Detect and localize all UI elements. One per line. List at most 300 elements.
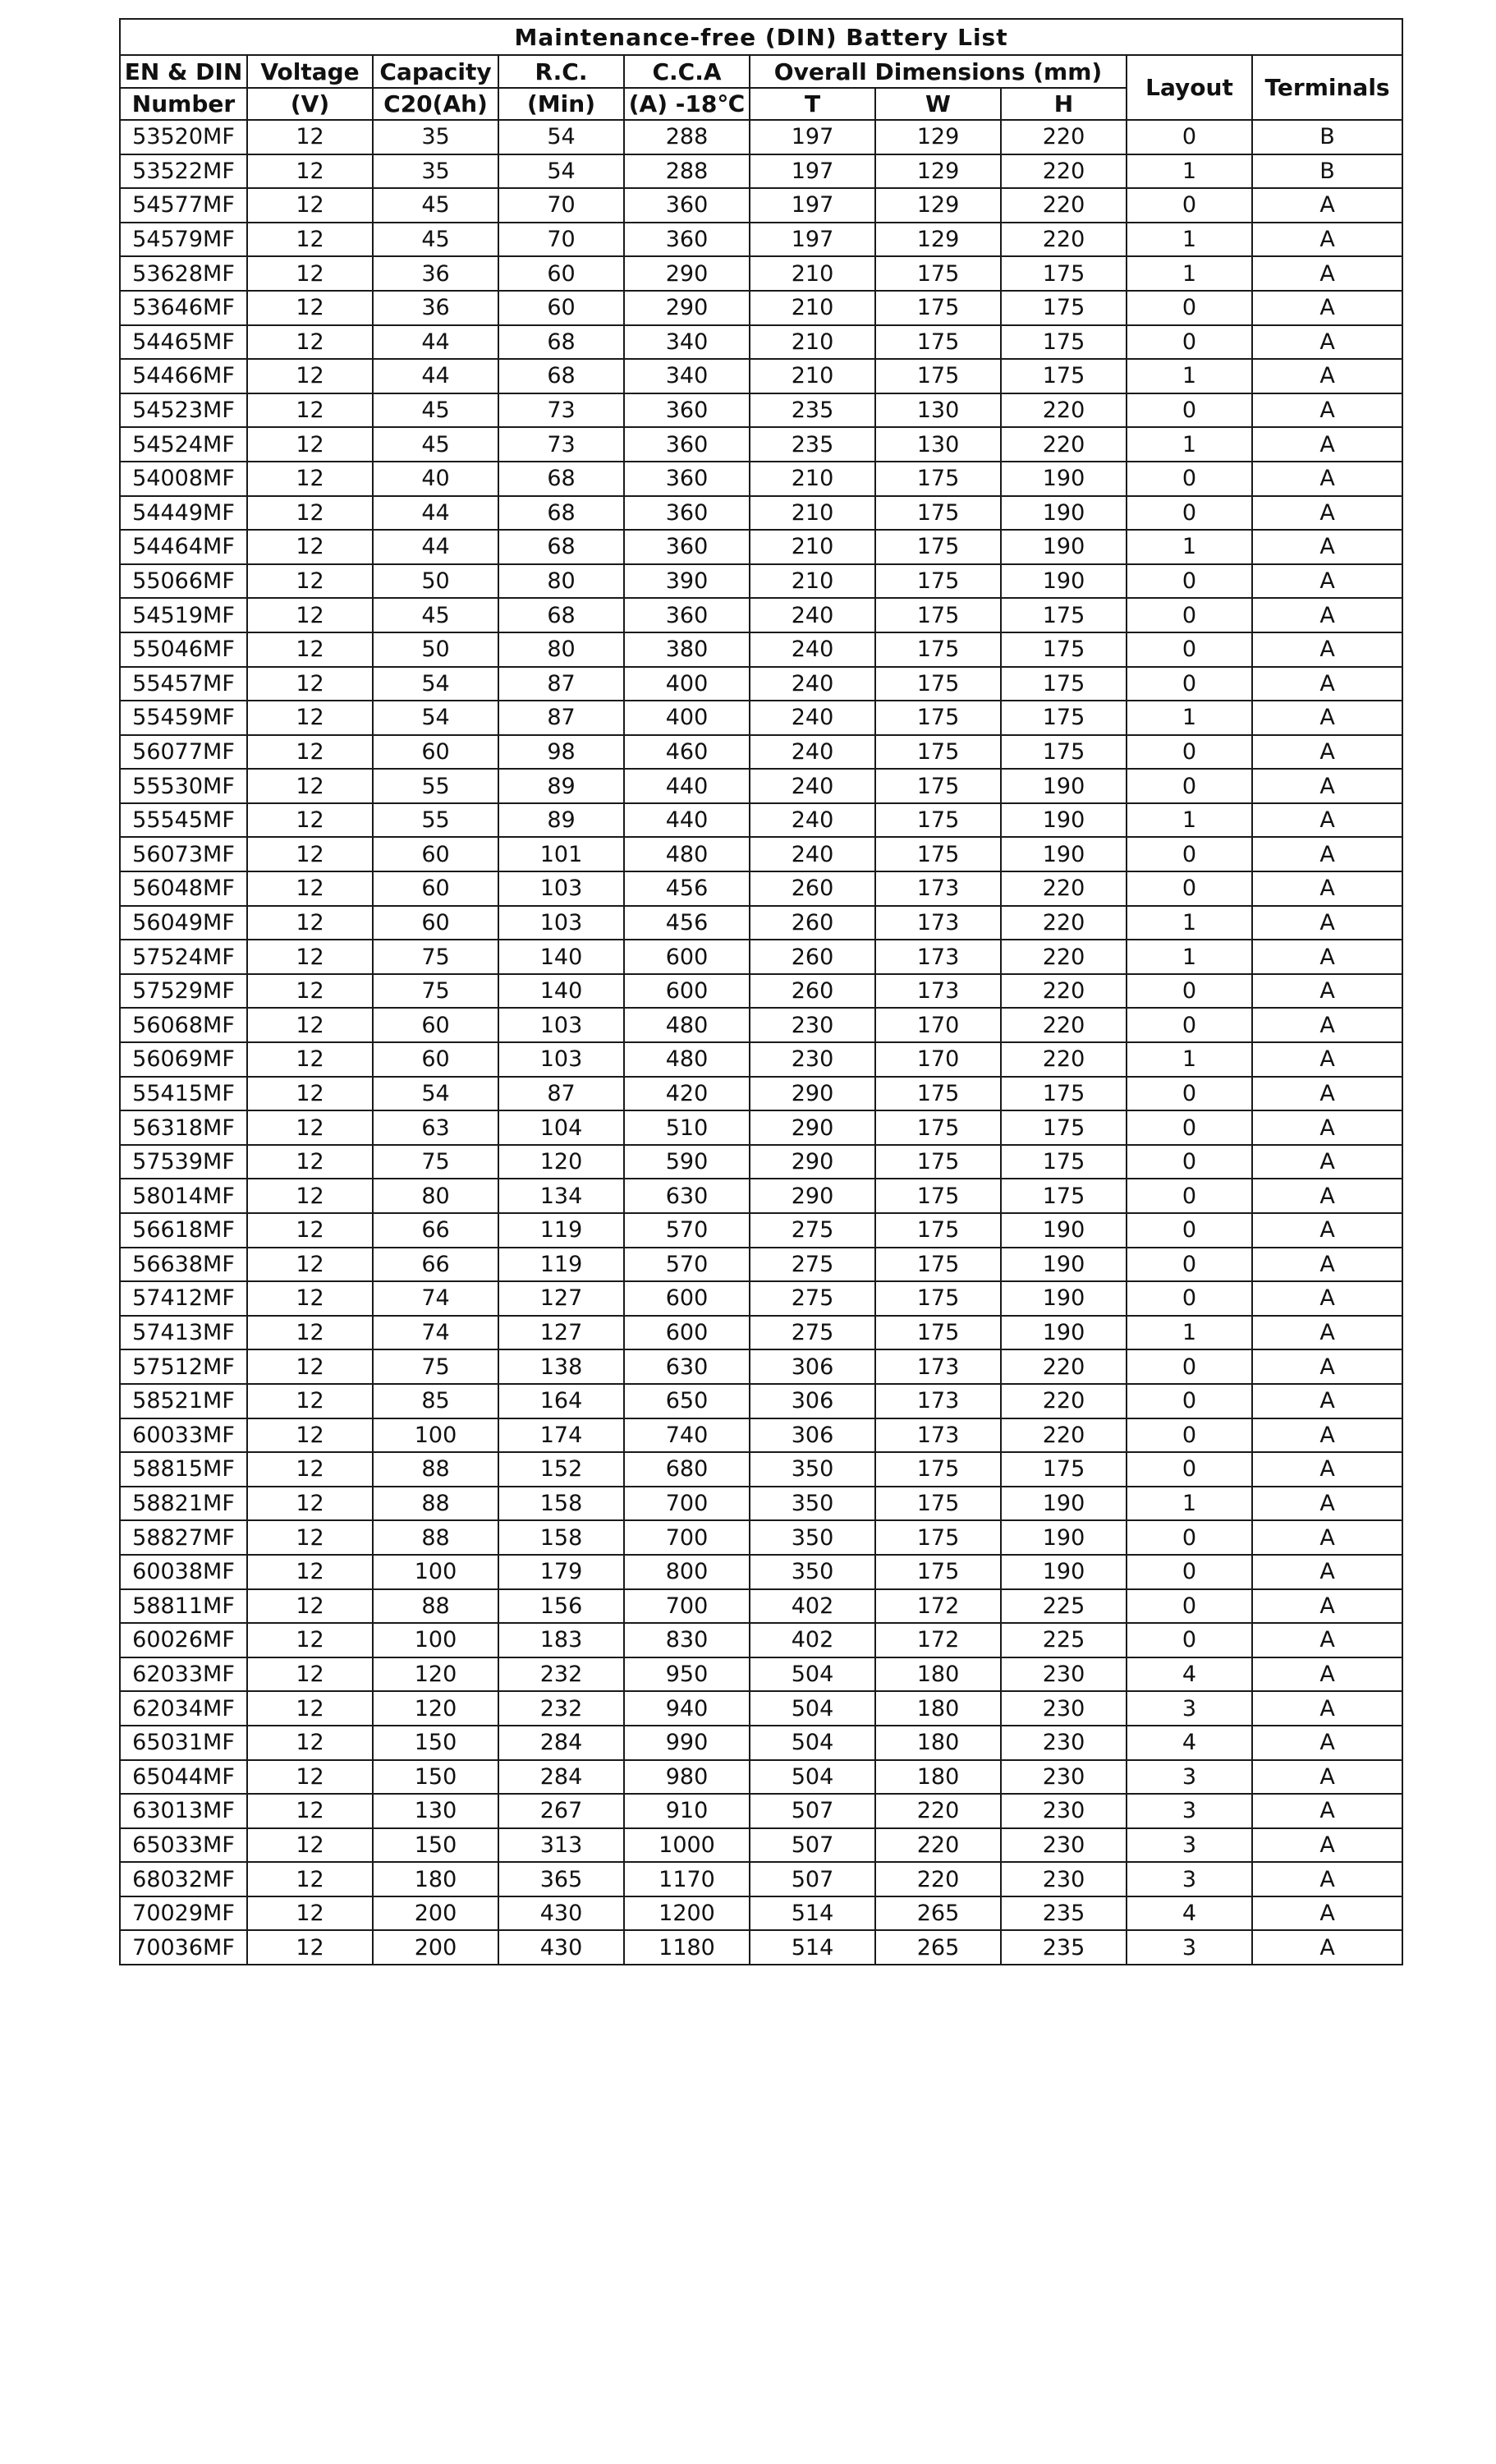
table-row bbox=[120, 974, 1402, 1009]
cell-cca: 360 bbox=[624, 223, 750, 257]
cell-cca: 510 bbox=[624, 1110, 750, 1145]
table-row bbox=[120, 496, 1402, 531]
header-rc: R.C. bbox=[498, 55, 624, 88]
cell-terminals: A bbox=[1252, 1145, 1402, 1179]
cell-rc: 267 bbox=[498, 1794, 624, 1828]
cell-terminals: A bbox=[1252, 1042, 1402, 1077]
cell-capacity: 80 bbox=[373, 1179, 498, 1213]
cell-voltage: 12 bbox=[247, 1418, 373, 1453]
cell-cca: 456 bbox=[624, 906, 750, 940]
cell-cca: 570 bbox=[624, 1248, 750, 1282]
table-row bbox=[120, 769, 1402, 803]
cell-terminals: A bbox=[1252, 1520, 1402, 1555]
cell-voltage: 12 bbox=[247, 1213, 373, 1248]
cell-dim-w: 173 bbox=[875, 906, 1001, 940]
table-row bbox=[120, 1589, 1402, 1624]
cell-layout: 0 bbox=[1127, 735, 1252, 770]
cell-voltage: 12 bbox=[247, 1794, 373, 1828]
cell-rc: 183 bbox=[498, 1623, 624, 1657]
cell-dim-w: 175 bbox=[875, 1248, 1001, 1282]
cell-capacity: 45 bbox=[373, 393, 498, 428]
cell-voltage: 12 bbox=[247, 530, 373, 564]
cell-dim-t: 260 bbox=[750, 871, 875, 906]
cell-dim-h: 190 bbox=[1001, 1520, 1127, 1555]
cell-dim-t: 240 bbox=[750, 735, 875, 770]
cell-cca: 290 bbox=[624, 291, 750, 325]
cell-dim-t: 210 bbox=[750, 496, 875, 531]
cell-dim-w: 175 bbox=[875, 632, 1001, 667]
cell-model: 56638MF bbox=[120, 1248, 247, 1282]
cell-model: 55545MF bbox=[120, 803, 247, 838]
cell-rc: 284 bbox=[498, 1760, 624, 1795]
cell-cca: 400 bbox=[624, 667, 750, 701]
cell-model: 58821MF bbox=[120, 1487, 247, 1521]
cell-voltage: 12 bbox=[247, 906, 373, 940]
cell-dim-t: 240 bbox=[750, 632, 875, 667]
table-row bbox=[120, 940, 1402, 974]
cell-model: 55530MF bbox=[120, 769, 247, 803]
cell-cca: 288 bbox=[624, 154, 750, 189]
cell-dim-h: 175 bbox=[1001, 1110, 1127, 1145]
table-row bbox=[120, 462, 1402, 496]
cell-dim-t: 210 bbox=[750, 291, 875, 325]
cell-dim-w: 173 bbox=[875, 871, 1001, 906]
cell-dim-w: 173 bbox=[875, 940, 1001, 974]
table-row bbox=[120, 632, 1402, 667]
cell-dim-t: 235 bbox=[750, 427, 875, 462]
cell-rc: 87 bbox=[498, 1077, 624, 1111]
cell-layout: 0 bbox=[1127, 1077, 1252, 1111]
cell-capacity: 150 bbox=[373, 1828, 498, 1863]
table-row bbox=[120, 1213, 1402, 1248]
cell-layout: 0 bbox=[1127, 769, 1252, 803]
cell-dim-h: 175 bbox=[1001, 291, 1127, 325]
table-row bbox=[120, 1042, 1402, 1077]
cell-rc: 430 bbox=[498, 1896, 624, 1931]
cell-rc: 54 bbox=[498, 154, 624, 189]
table-row bbox=[120, 1349, 1402, 1384]
cell-cca: 440 bbox=[624, 769, 750, 803]
cell-cca: 700 bbox=[624, 1487, 750, 1521]
cell-terminals: A bbox=[1252, 530, 1402, 564]
cell-dim-h: 175 bbox=[1001, 598, 1127, 632]
cell-layout: 0 bbox=[1127, 1555, 1252, 1589]
cell-terminals: A bbox=[1252, 1589, 1402, 1624]
cell-dim-t: 230 bbox=[750, 1042, 875, 1077]
cell-layout: 4 bbox=[1127, 1896, 1252, 1931]
cell-dim-t: 275 bbox=[750, 1281, 875, 1316]
cell-capacity: 54 bbox=[373, 1077, 498, 1111]
header-capacity: Capacity bbox=[373, 55, 498, 88]
cell-cca: 460 bbox=[624, 735, 750, 770]
cell-cca: 650 bbox=[624, 1384, 750, 1418]
cell-layout: 3 bbox=[1127, 1794, 1252, 1828]
cell-terminals: A bbox=[1252, 1452, 1402, 1487]
cell-dim-t: 350 bbox=[750, 1452, 875, 1487]
cell-model: 58811MF bbox=[120, 1589, 247, 1624]
cell-terminals: A bbox=[1252, 667, 1402, 701]
cell-model: 65044MF bbox=[120, 1760, 247, 1795]
cell-capacity: 36 bbox=[373, 256, 498, 291]
table-row bbox=[120, 803, 1402, 838]
cell-rc: 89 bbox=[498, 803, 624, 838]
table-row bbox=[120, 1930, 1402, 1965]
header-voltage: Voltage bbox=[247, 55, 373, 88]
cell-dim-h: 175 bbox=[1001, 1452, 1127, 1487]
cell-dim-t: 290 bbox=[750, 1077, 875, 1111]
cell-voltage: 12 bbox=[247, 940, 373, 974]
cell-capacity: 60 bbox=[373, 906, 498, 940]
cell-cca: 480 bbox=[624, 837, 750, 871]
cell-model: 68032MF bbox=[120, 1862, 247, 1896]
cell-capacity: 66 bbox=[373, 1213, 498, 1248]
cell-model: 56049MF bbox=[120, 906, 247, 940]
cell-rc: 138 bbox=[498, 1349, 624, 1384]
cell-voltage: 12 bbox=[247, 769, 373, 803]
cell-cca: 360 bbox=[624, 530, 750, 564]
cell-dim-t: 402 bbox=[750, 1623, 875, 1657]
cell-layout: 1 bbox=[1127, 359, 1252, 393]
cell-dim-w: 180 bbox=[875, 1760, 1001, 1795]
cell-voltage: 12 bbox=[247, 1589, 373, 1624]
cell-terminals: A bbox=[1252, 1487, 1402, 1521]
cell-dim-h: 220 bbox=[1001, 427, 1127, 462]
cell-rc: 140 bbox=[498, 974, 624, 1009]
cell-dim-h: 220 bbox=[1001, 188, 1127, 223]
header-capacity-unit: C20(Ah) bbox=[373, 88, 498, 120]
cell-model: 55066MF bbox=[120, 564, 247, 599]
cell-dim-w: 129 bbox=[875, 223, 1001, 257]
cell-rc: 119 bbox=[498, 1213, 624, 1248]
cell-dim-w: 175 bbox=[875, 256, 1001, 291]
table-row bbox=[120, 1418, 1402, 1453]
table-row bbox=[120, 1248, 1402, 1282]
cell-cca: 360 bbox=[624, 427, 750, 462]
cell-dim-w: 170 bbox=[875, 1042, 1001, 1077]
cell-terminals: A bbox=[1252, 701, 1402, 735]
cell-layout: 3 bbox=[1127, 1760, 1252, 1795]
cell-voltage: 12 bbox=[247, 1316, 373, 1350]
cell-terminals: A bbox=[1252, 1316, 1402, 1350]
cell-cca: 420 bbox=[624, 1077, 750, 1111]
cell-terminals: A bbox=[1252, 359, 1402, 393]
cell-capacity: 50 bbox=[373, 632, 498, 667]
cell-cca: 680 bbox=[624, 1452, 750, 1487]
cell-dim-t: 197 bbox=[750, 223, 875, 257]
cell-voltage: 12 bbox=[247, 1077, 373, 1111]
cell-cca: 600 bbox=[624, 1281, 750, 1316]
cell-rc: 103 bbox=[498, 1008, 624, 1042]
cell-capacity: 44 bbox=[373, 325, 498, 360]
cell-voltage: 12 bbox=[247, 735, 373, 770]
cell-dim-h: 175 bbox=[1001, 632, 1127, 667]
cell-rc: 98 bbox=[498, 735, 624, 770]
cell-dim-h: 220 bbox=[1001, 223, 1127, 257]
table-row bbox=[120, 1077, 1402, 1111]
cell-layout: 0 bbox=[1127, 462, 1252, 496]
cell-voltage: 12 bbox=[247, 1384, 373, 1418]
cell-dim-t: 210 bbox=[750, 325, 875, 360]
header-dimensions: Overall Dimensions (mm) bbox=[750, 55, 1127, 88]
table-row bbox=[120, 325, 1402, 360]
cell-dim-w: 175 bbox=[875, 325, 1001, 360]
cell-rc: 68 bbox=[498, 530, 624, 564]
cell-terminals: A bbox=[1252, 256, 1402, 291]
cell-dim-w: 175 bbox=[875, 1213, 1001, 1248]
cell-voltage: 12 bbox=[247, 871, 373, 906]
cell-model: 63013MF bbox=[120, 1794, 247, 1828]
cell-cca: 740 bbox=[624, 1418, 750, 1453]
cell-capacity: 150 bbox=[373, 1726, 498, 1760]
cell-cca: 360 bbox=[624, 496, 750, 531]
cell-rc: 134 bbox=[498, 1179, 624, 1213]
table-row bbox=[120, 735, 1402, 770]
cell-dim-h: 175 bbox=[1001, 359, 1127, 393]
cell-dim-t: 306 bbox=[750, 1384, 875, 1418]
cell-layout: 1 bbox=[1127, 256, 1252, 291]
cell-capacity: 100 bbox=[373, 1623, 498, 1657]
cell-rc: 104 bbox=[498, 1110, 624, 1145]
cell-layout: 0 bbox=[1127, 393, 1252, 428]
cell-terminals: A bbox=[1252, 1008, 1402, 1042]
cell-voltage: 12 bbox=[247, 393, 373, 428]
cell-model: 54577MF bbox=[120, 188, 247, 223]
cell-voltage: 12 bbox=[247, 325, 373, 360]
cell-model: 53628MF bbox=[120, 256, 247, 291]
cell-capacity: 150 bbox=[373, 1760, 498, 1795]
cell-voltage: 12 bbox=[247, 1623, 373, 1657]
cell-capacity: 45 bbox=[373, 188, 498, 223]
cell-layout: 0 bbox=[1127, 120, 1252, 154]
cell-layout: 0 bbox=[1127, 1213, 1252, 1248]
cell-voltage: 12 bbox=[247, 1487, 373, 1521]
cell-model: 53520MF bbox=[120, 120, 247, 154]
cell-dim-t: 504 bbox=[750, 1726, 875, 1760]
cell-terminals: B bbox=[1252, 120, 1402, 154]
cell-model: 57529MF bbox=[120, 974, 247, 1009]
cell-terminals: A bbox=[1252, 632, 1402, 667]
cell-dim-h: 230 bbox=[1001, 1760, 1127, 1795]
table-row bbox=[120, 1691, 1402, 1726]
cell-terminals: B bbox=[1252, 154, 1402, 189]
cell-layout: 0 bbox=[1127, 974, 1252, 1009]
cell-cca: 600 bbox=[624, 1316, 750, 1350]
cell-cca: 700 bbox=[624, 1589, 750, 1624]
battery-table bbox=[119, 18, 1403, 1965]
cell-dim-w: 175 bbox=[875, 701, 1001, 735]
header-layout: Layout bbox=[1127, 55, 1252, 120]
cell-voltage: 12 bbox=[247, 598, 373, 632]
cell-dim-h: 230 bbox=[1001, 1691, 1127, 1726]
cell-dim-t: 504 bbox=[750, 1657, 875, 1692]
table-row bbox=[120, 1179, 1402, 1213]
table-row bbox=[120, 188, 1402, 223]
cell-dim-t: 306 bbox=[750, 1418, 875, 1453]
cell-layout: 0 bbox=[1127, 632, 1252, 667]
header-cca: C.C.A bbox=[624, 55, 750, 88]
cell-layout: 0 bbox=[1127, 1384, 1252, 1418]
cell-terminals: A bbox=[1252, 188, 1402, 223]
cell-model: 55415MF bbox=[120, 1077, 247, 1111]
cell-dim-h: 230 bbox=[1001, 1726, 1127, 1760]
cell-dim-w: 173 bbox=[875, 974, 1001, 1009]
cell-dim-h: 190 bbox=[1001, 1316, 1127, 1350]
cell-rc: 68 bbox=[498, 496, 624, 531]
cell-capacity: 75 bbox=[373, 974, 498, 1009]
table-row bbox=[120, 154, 1402, 189]
cell-voltage: 12 bbox=[247, 1179, 373, 1213]
cell-dim-t: 240 bbox=[750, 803, 875, 838]
table-row bbox=[120, 120, 1402, 154]
cell-cca: 590 bbox=[624, 1145, 750, 1179]
cell-voltage: 12 bbox=[247, 427, 373, 462]
cell-dim-h: 190 bbox=[1001, 564, 1127, 599]
header-model-sub: Number bbox=[120, 88, 247, 120]
cell-dim-w: 130 bbox=[875, 393, 1001, 428]
cell-voltage: 12 bbox=[247, 462, 373, 496]
cell-voltage: 12 bbox=[247, 1248, 373, 1282]
cell-dim-h: 220 bbox=[1001, 974, 1127, 1009]
cell-dim-t: 402 bbox=[750, 1589, 875, 1624]
cell-terminals: A bbox=[1252, 837, 1402, 871]
cell-dim-w: 175 bbox=[875, 1555, 1001, 1589]
cell-cca: 288 bbox=[624, 120, 750, 154]
header-model: EN & DIN bbox=[120, 55, 247, 88]
cell-rc: 68 bbox=[498, 462, 624, 496]
cell-capacity: 60 bbox=[373, 1008, 498, 1042]
cell-dim-h: 230 bbox=[1001, 1862, 1127, 1896]
cell-dim-w: 175 bbox=[875, 1179, 1001, 1213]
cell-dim-w: 175 bbox=[875, 1316, 1001, 1350]
cell-capacity: 44 bbox=[373, 496, 498, 531]
cell-voltage: 12 bbox=[247, 1349, 373, 1384]
cell-layout: 0 bbox=[1127, 291, 1252, 325]
cell-dim-w: 175 bbox=[875, 1452, 1001, 1487]
cell-model: 54465MF bbox=[120, 325, 247, 360]
cell-capacity: 35 bbox=[373, 120, 498, 154]
table-title: Maintenance-free (DIN) Battery List bbox=[120, 19, 1402, 55]
cell-layout: 0 bbox=[1127, 1179, 1252, 1213]
battery-table-body bbox=[120, 120, 1402, 1965]
cell-terminals: A bbox=[1252, 1691, 1402, 1726]
cell-capacity: 74 bbox=[373, 1316, 498, 1350]
cell-cca: 290 bbox=[624, 256, 750, 291]
cell-dim-h: 175 bbox=[1001, 256, 1127, 291]
table-row bbox=[120, 291, 1402, 325]
cell-voltage: 12 bbox=[247, 1691, 373, 1726]
cell-terminals: A bbox=[1252, 1110, 1402, 1145]
cell-rc: 103 bbox=[498, 1042, 624, 1077]
cell-voltage: 12 bbox=[247, 667, 373, 701]
table-row bbox=[120, 1145, 1402, 1179]
cell-cca: 340 bbox=[624, 325, 750, 360]
cell-voltage: 12 bbox=[247, 1281, 373, 1316]
cell-voltage: 12 bbox=[247, 1110, 373, 1145]
cell-voltage: 12 bbox=[247, 1896, 373, 1931]
cell-model: 58014MF bbox=[120, 1179, 247, 1213]
cell-capacity: 45 bbox=[373, 598, 498, 632]
cell-voltage: 12 bbox=[247, 632, 373, 667]
cell-dim-h: 175 bbox=[1001, 701, 1127, 735]
cell-rc: 54 bbox=[498, 120, 624, 154]
cell-terminals: A bbox=[1252, 803, 1402, 838]
cell-dim-t: 210 bbox=[750, 359, 875, 393]
table-row bbox=[120, 1555, 1402, 1589]
cell-terminals: A bbox=[1252, 769, 1402, 803]
cell-dim-t: 350 bbox=[750, 1555, 875, 1589]
cell-model: 70036MF bbox=[120, 1930, 247, 1965]
cell-capacity: 74 bbox=[373, 1281, 498, 1316]
cell-dim-h: 190 bbox=[1001, 1487, 1127, 1521]
cell-dim-w: 175 bbox=[875, 735, 1001, 770]
cell-cca: 630 bbox=[624, 1179, 750, 1213]
table-row bbox=[120, 598, 1402, 632]
cell-rc: 60 bbox=[498, 291, 624, 325]
cell-dim-t: 290 bbox=[750, 1179, 875, 1213]
header-dim-h: H bbox=[1001, 88, 1127, 120]
cell-layout: 4 bbox=[1127, 1726, 1252, 1760]
cell-dim-h: 190 bbox=[1001, 530, 1127, 564]
cell-dim-t: 230 bbox=[750, 1008, 875, 1042]
cell-layout: 1 bbox=[1127, 701, 1252, 735]
cell-terminals: A bbox=[1252, 564, 1402, 599]
cell-dim-t: 514 bbox=[750, 1930, 875, 1965]
cell-terminals: A bbox=[1252, 1248, 1402, 1282]
cell-rc: 119 bbox=[498, 1248, 624, 1282]
cell-layout: 0 bbox=[1127, 1349, 1252, 1384]
cell-dim-t: 306 bbox=[750, 1349, 875, 1384]
cell-dim-w: 175 bbox=[875, 564, 1001, 599]
cell-dim-h: 175 bbox=[1001, 1179, 1127, 1213]
cell-model: 62034MF bbox=[120, 1691, 247, 1726]
cell-terminals: A bbox=[1252, 1623, 1402, 1657]
cell-dim-h: 220 bbox=[1001, 906, 1127, 940]
cell-dim-t: 197 bbox=[750, 188, 875, 223]
cell-model: 60033MF bbox=[120, 1418, 247, 1453]
cell-terminals: A bbox=[1252, 462, 1402, 496]
cell-model: 57524MF bbox=[120, 940, 247, 974]
cell-terminals: A bbox=[1252, 1179, 1402, 1213]
cell-cca: 990 bbox=[624, 1726, 750, 1760]
cell-voltage: 12 bbox=[247, 803, 373, 838]
cell-dim-t: 240 bbox=[750, 769, 875, 803]
cell-rc: 158 bbox=[498, 1520, 624, 1555]
cell-cca: 456 bbox=[624, 871, 750, 906]
cell-layout: 0 bbox=[1127, 871, 1252, 906]
cell-layout: 1 bbox=[1127, 1487, 1252, 1521]
cell-dim-w: 175 bbox=[875, 496, 1001, 531]
cell-rc: 232 bbox=[498, 1691, 624, 1726]
cell-dim-t: 514 bbox=[750, 1896, 875, 1931]
cell-model: 54523MF bbox=[120, 393, 247, 428]
cell-dim-w: 175 bbox=[875, 1520, 1001, 1555]
cell-terminals: A bbox=[1252, 598, 1402, 632]
cell-voltage: 12 bbox=[247, 1760, 373, 1795]
table-row bbox=[120, 223, 1402, 257]
cell-dim-h: 190 bbox=[1001, 1281, 1127, 1316]
cell-cca: 1000 bbox=[624, 1828, 750, 1863]
table-row bbox=[120, 837, 1402, 871]
cell-model: 55459MF bbox=[120, 701, 247, 735]
cell-rc: 152 bbox=[498, 1452, 624, 1487]
cell-layout: 0 bbox=[1127, 1589, 1252, 1624]
cell-cca: 700 bbox=[624, 1520, 750, 1555]
cell-layout: 0 bbox=[1127, 188, 1252, 223]
cell-terminals: A bbox=[1252, 1418, 1402, 1453]
table-row bbox=[120, 393, 1402, 428]
cell-rc: 101 bbox=[498, 837, 624, 871]
cell-voltage: 12 bbox=[247, 837, 373, 871]
